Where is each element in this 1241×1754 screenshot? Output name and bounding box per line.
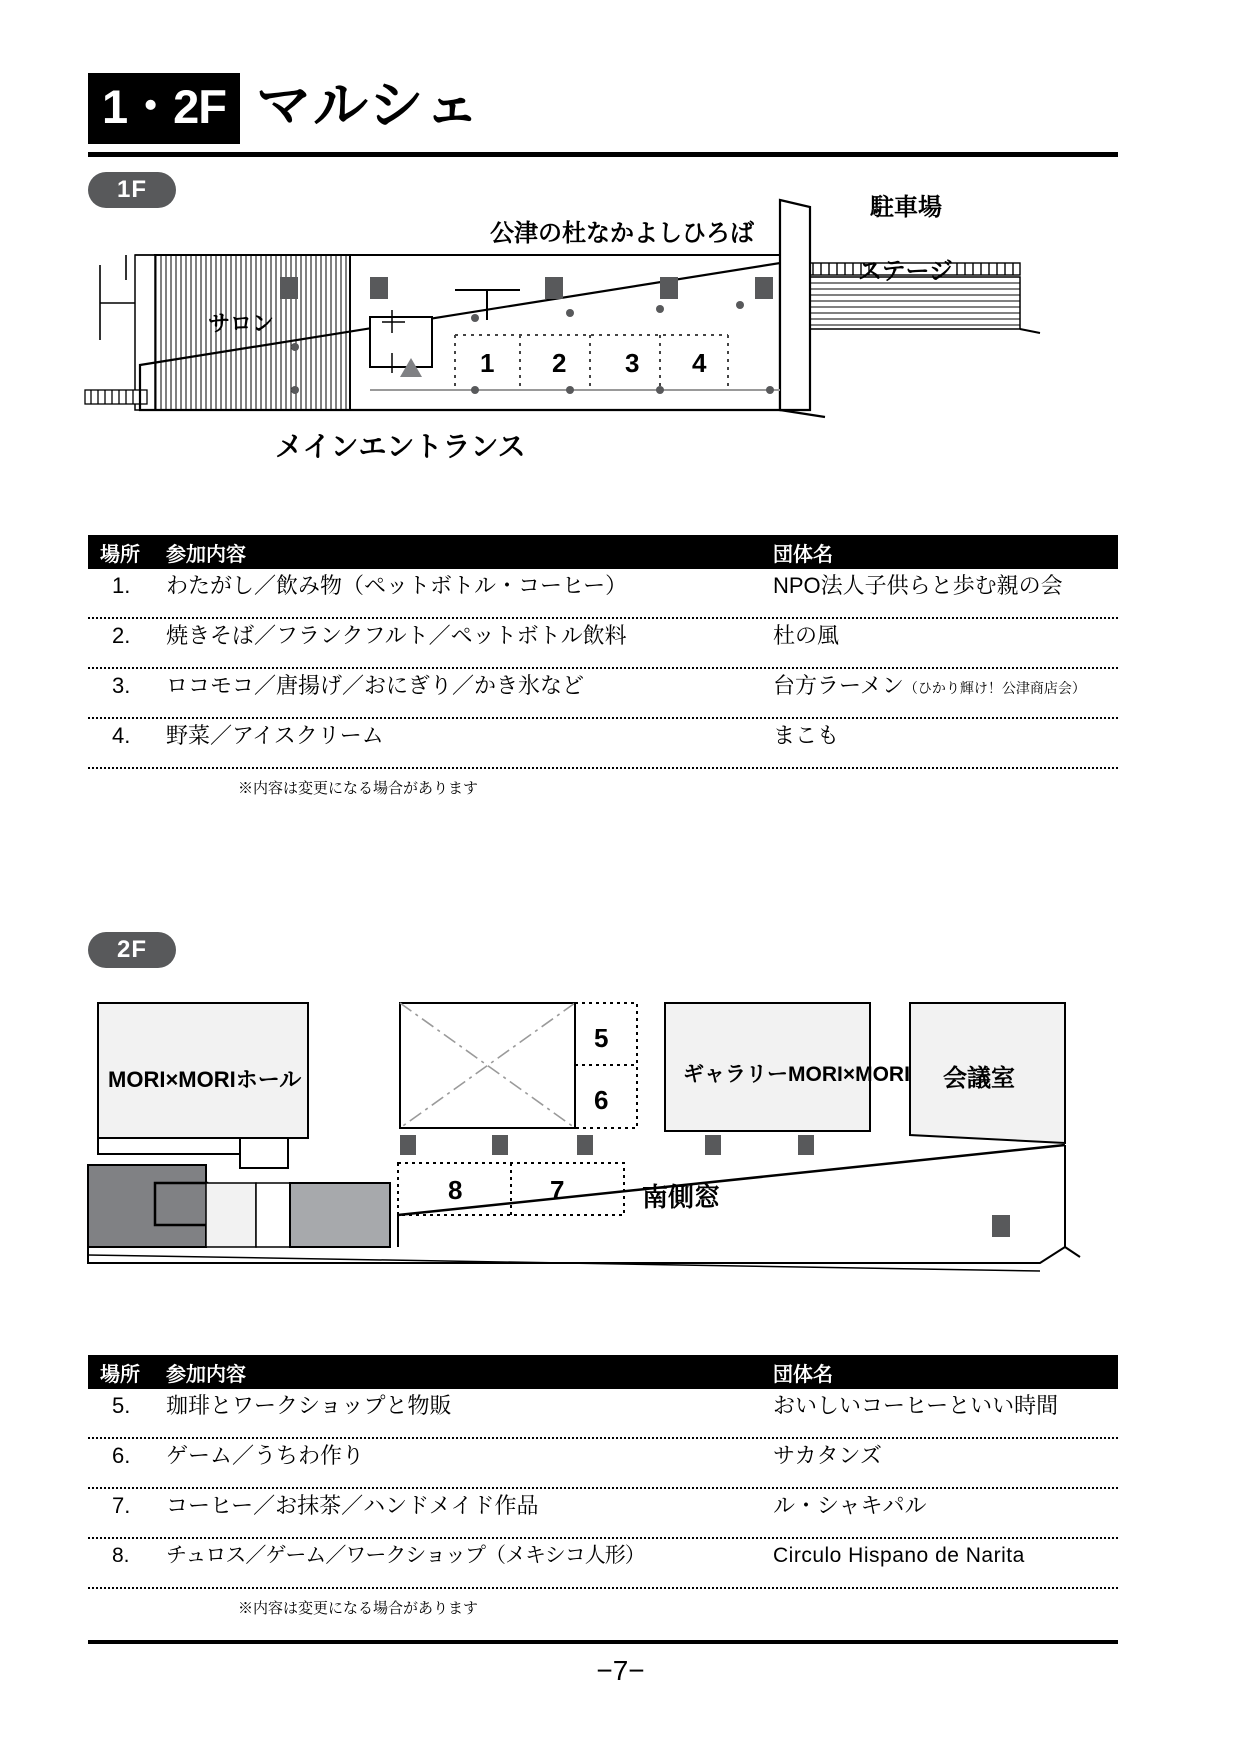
floor-map-1f — [80, 185, 1125, 475]
table-row — [88, 1389, 1118, 1439]
cell-place: 7. — [112, 1493, 131, 1518]
title-heading: マルシェ — [256, 73, 482, 136]
cell-org-name: 台方ラーメン — [773, 673, 904, 698]
cell-content: ゲーム／うちわ作り — [166, 1443, 365, 1468]
table-row — [88, 1489, 1118, 1539]
map2f-booth-7: 7 — [550, 1175, 565, 1205]
header-place: 場所 — [100, 1363, 140, 1386]
floor-map-2f — [80, 995, 1125, 1295]
cell-org-name: NPO法人子供らと歩む親の会 — [773, 573, 1063, 598]
cell-content: 野菜／アイスクリーム — [166, 723, 384, 748]
map2f-label-gallery: ギャラリーMORI×MORI — [683, 1063, 910, 1086]
table-row — [88, 719, 1118, 769]
floor-badge: 1・2F — [88, 73, 240, 144]
table-2f — [88, 1355, 1118, 1618]
cell-org — [773, 719, 1118, 750]
map1f-label-parking: 駐車場 — [870, 194, 942, 221]
map1f-booth-3: 3 — [625, 348, 640, 378]
page-number: −7− — [596, 1655, 645, 1686]
cell-content: チュロス／ゲーム／ワークショップ（メキシコ人形） — [166, 1544, 645, 1567]
map2f-label-south-window: 南側窓 — [642, 1182, 721, 1212]
cell-content: ロコモコ／唐揚げ／おにぎり／かき氷など — [166, 673, 585, 698]
header-content: 参加内容 — [166, 543, 246, 566]
cell-org: おいしいコーヒーといい時間 — [773, 1393, 1059, 1418]
map1f-booth-4: 4 — [692, 348, 707, 378]
footer-divider — [88, 1640, 1118, 1644]
cell-place: 3. — [112, 673, 131, 698]
cell-place: 6. — [112, 1443, 131, 1468]
cell-place: 2. — [112, 623, 131, 648]
title-divider — [88, 152, 1118, 157]
cell-content: 焼きそば／フランクフルト／ペットボトル飲料 — [166, 623, 627, 648]
cell-content: 珈琲とワークショップと物販 — [166, 1393, 452, 1418]
map2f-booth-6: 6 — [594, 1085, 609, 1115]
table-1f — [88, 535, 1118, 798]
page-title — [88, 68, 1128, 148]
cell-org: ル・シャキパル — [773, 1493, 927, 1518]
cell-content: コーヒー／お抹茶／ハンドメイド作品 — [166, 1493, 539, 1518]
cell-org — [773, 669, 1118, 700]
table-row — [88, 1539, 1118, 1589]
cell-place: 5. — [112, 1393, 131, 1418]
cell-org-name: 杜の風 — [773, 623, 840, 648]
map1f-label-main-entrance: メインエントランス — [275, 431, 526, 462]
cell-org-note: （ひかり輝け！公津商店会） — [903, 680, 1086, 696]
map2f-booth-5: 5 — [594, 1023, 609, 1053]
table-row — [88, 569, 1118, 619]
cell-place: 1. — [112, 573, 131, 598]
table-row — [88, 669, 1118, 719]
header-org: 団体名 — [773, 543, 833, 566]
map2f-label-hall: MORI×MORIホール — [108, 1067, 302, 1092]
map1f-label-salon: サロン — [208, 311, 275, 336]
table-1f-note: ※内容は変更になる場合があります — [238, 780, 479, 797]
map2f-booth-8: 8 — [448, 1175, 463, 1205]
header-org: 団体名 — [773, 1363, 833, 1386]
table-row — [88, 1439, 1118, 1489]
floor-pill-1f: 1F — [88, 172, 176, 208]
table-2f-header — [88, 1355, 1118, 1389]
cell-org: Circulo Hispano de Narita — [773, 1544, 1025, 1567]
cell-org — [773, 619, 1118, 650]
map2f-label-meeting: 会議室 — [943, 1065, 1015, 1092]
map1f-label-stage: ステージ — [858, 258, 954, 285]
map1f-booth-1: 1 — [480, 348, 495, 378]
cell-org-name: まこも — [773, 723, 840, 748]
table-2f-note: ※内容は変更になる場合があります — [238, 1600, 479, 1617]
table-1f-header — [88, 535, 1118, 569]
map1f-booth-2: 2 — [552, 348, 567, 378]
table-row — [88, 619, 1118, 669]
cell-place: 4. — [112, 723, 131, 748]
map1f-label-hiroba: 公津の杜なかよしひろば — [490, 220, 754, 247]
cell-org — [773, 569, 1118, 600]
cell-place: 8. — [112, 1544, 130, 1567]
cell-org: サカタンズ — [773, 1443, 882, 1468]
header-content: 参加内容 — [166, 1363, 246, 1386]
cell-content: わたがし／飲み物（ペットボトル・コーヒー） — [166, 573, 628, 598]
floor-pill-2f: 2F — [88, 932, 176, 968]
header-place: 場所 — [100, 543, 140, 566]
